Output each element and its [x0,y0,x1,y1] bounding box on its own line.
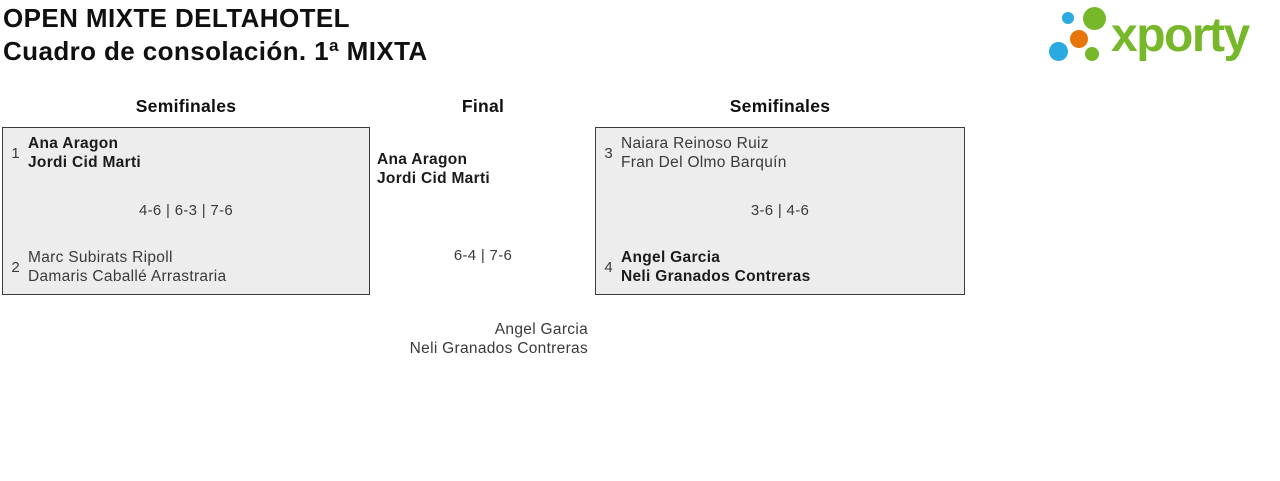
player-name: Ana Aragon [377,151,468,168]
team-seed: 2 [11,258,20,276]
player-name: Neli Granados Contreras [621,268,811,285]
player-name: Neli Granados Contreras [409,340,588,357]
logo-dot-blue-large-icon [1049,42,1068,61]
bracket-subtitle: Cuadro de consolación. 1ª MIXTA [3,36,428,66]
player-name: Angel Garcia [494,321,588,338]
team-players-winner [28,134,141,172]
logo-dot-orange-icon [1070,30,1088,48]
player-name: Ana Aragon [28,135,119,152]
semifinal-left-match-box [2,127,370,295]
team-row [596,248,964,286]
final-team-2 [410,320,588,358]
player-name: Fran Del Olmo Barquín [621,154,787,171]
player-name: Jordi Cid Marti [377,170,491,187]
player-name: Angel Garcia [621,249,721,266]
final-score: 6-4 | 7-6 [453,247,513,264]
xporty-logo[interactable] [1045,0,1280,76]
tournament-title: OPEN MIXTE DELTAHOTEL [3,3,350,33]
player-name: Naiara Reinoso Ruiz [621,135,769,152]
logo-dot-green-small-icon [1085,47,1099,61]
logo-dot-green-large-icon [1083,7,1106,30]
team-seed: 3 [604,144,613,162]
team-seed: 1 [11,144,20,162]
team-players-winner [621,248,811,286]
team-players [28,248,226,286]
player-name: Damaris Caballé Arrastraria [28,268,227,285]
match-score: 4-6 | 6-3 | 7-6 [138,201,233,219]
team-row [3,248,369,286]
player-name: Jordi Cid Marti [28,154,142,171]
team-row [3,134,369,172]
round-label-semifinals-right: Semifinales [729,96,831,116]
team-row [596,134,964,172]
round-label-final: Final [461,96,505,116]
team-seed: 4 [604,258,613,276]
player-name: Marc Subirats Ripoll [28,249,173,266]
semifinal-right-match-box [595,127,965,295]
team-players [621,134,787,172]
logo-dot-blue-small-icon [1062,12,1074,24]
match-score: 3-6 | 4-6 [750,201,810,219]
round-label-semifinals-left: Semifinales [135,96,237,116]
xporty-logo-text: xporty [1111,9,1249,62]
final-team-1 [377,150,490,188]
